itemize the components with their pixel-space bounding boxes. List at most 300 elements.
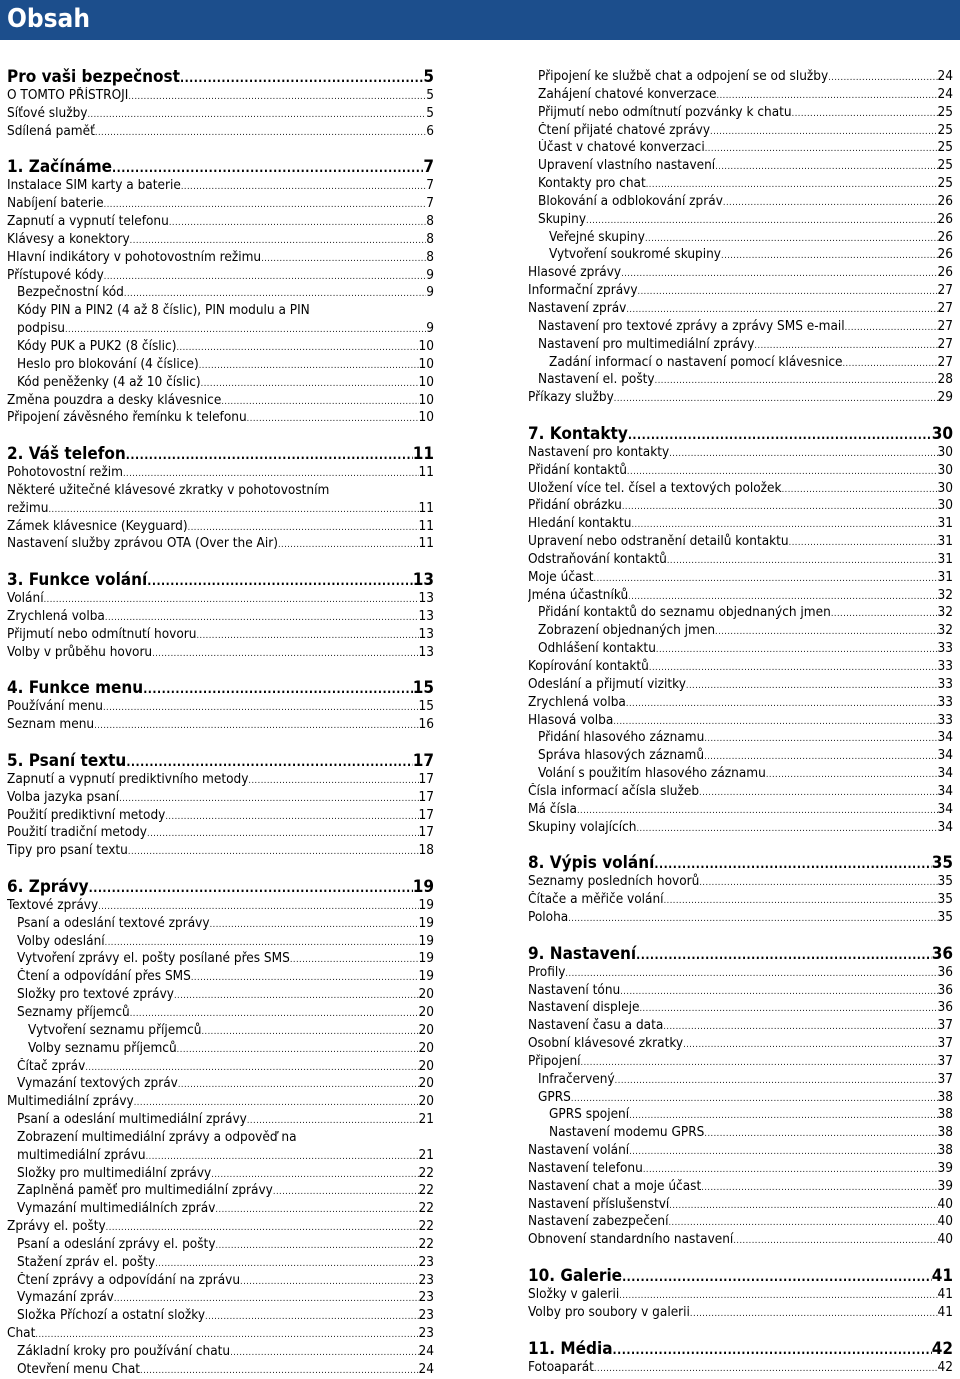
dot-leader bbox=[205, 1307, 419, 1325]
toc-entry-label: Volání s použitím hlasového záznamu bbox=[538, 765, 766, 782]
toc-entry[interactable] bbox=[528, 229, 953, 247]
toc-entry-label: Základní kroky pro používání chatu bbox=[17, 1343, 231, 1359]
toc-entry-label: Odstraňování kontaktů bbox=[528, 550, 667, 567]
toc-entry[interactable] bbox=[528, 747, 953, 765]
toc-entry[interactable] bbox=[528, 122, 953, 140]
dot-leader bbox=[715, 622, 938, 640]
toc-entry-label: Moje účast bbox=[528, 568, 594, 585]
dot-leader bbox=[789, 533, 938, 551]
toc-entry[interactable] bbox=[7, 933, 434, 951]
toc-entry-label: Informační zprávy bbox=[528, 282, 638, 299]
toc-entry[interactable] bbox=[528, 300, 953, 318]
section-spacer bbox=[7, 141, 434, 159]
toc-entry[interactable] bbox=[7, 789, 434, 807]
toc-entry[interactable] bbox=[7, 500, 434, 518]
toc-page-number: 34 bbox=[937, 765, 953, 782]
toc-entry[interactable] bbox=[7, 915, 434, 933]
toc-entry[interactable] bbox=[7, 320, 434, 338]
toc-page-number: 22 bbox=[418, 1164, 434, 1181]
toc-entry[interactable] bbox=[7, 1325, 434, 1343]
toc-page-number: 17 bbox=[418, 806, 434, 823]
toc-entry[interactable] bbox=[528, 658, 953, 676]
toc-entry[interactable] bbox=[7, 87, 434, 105]
dot-leader bbox=[215, 1200, 418, 1218]
toc-entry[interactable] bbox=[528, 139, 953, 157]
toc-entry[interactable] bbox=[7, 698, 434, 716]
toc-entry[interactable] bbox=[528, 964, 953, 982]
toc-entry-label: Pro vaši bezpečnost bbox=[7, 68, 180, 87]
toc-entry-label: Přidání obrázku bbox=[528, 497, 622, 514]
toc-entry[interactable] bbox=[528, 1124, 953, 1142]
toc-entry[interactable] bbox=[7, 1129, 434, 1147]
toc-entry[interactable] bbox=[7, 986, 434, 1004]
dot-leader bbox=[614, 389, 938, 407]
toc-entry[interactable] bbox=[7, 1182, 434, 1200]
toc-entry[interactable] bbox=[7, 409, 434, 427]
section-spacer bbox=[528, 1249, 953, 1267]
toc-entry[interactable] bbox=[7, 1111, 434, 1129]
dot-leader bbox=[766, 765, 938, 783]
dot-leader bbox=[654, 854, 931, 873]
toc-entry[interactable] bbox=[7, 374, 434, 392]
toc-entry[interactable] bbox=[7, 123, 434, 141]
toc-entry-label: Nastavení volání bbox=[528, 1142, 630, 1159]
dot-leader bbox=[247, 1111, 419, 1129]
toc-entry[interactable] bbox=[528, 497, 953, 515]
toc-entry-label: Upravení vlastního nastavení bbox=[538, 157, 716, 174]
toc-page-number: 38 bbox=[937, 1124, 953, 1141]
toc-entry[interactable] bbox=[528, 86, 953, 104]
toc-entry[interactable] bbox=[528, 1178, 953, 1196]
toc-entry-label: GPRS bbox=[538, 1088, 571, 1105]
dot-leader bbox=[65, 320, 426, 338]
section-spacer bbox=[7, 860, 434, 878]
toc-entry[interactable] bbox=[7, 842, 434, 860]
toc-entry-label: 1. Začínáme bbox=[7, 158, 113, 178]
toc-page-number: 32 bbox=[937, 586, 953, 603]
toc-entry-label: Bezpečnostní kód bbox=[17, 284, 124, 301]
toc-entry[interactable] bbox=[7, 1343, 434, 1361]
toc-entry[interactable] bbox=[7, 267, 434, 285]
dot-leader bbox=[98, 897, 418, 915]
toc-entry[interactable] bbox=[7, 1093, 434, 1111]
toc-entry[interactable] bbox=[528, 569, 953, 587]
toc-entry[interactable] bbox=[7, 1218, 434, 1236]
toc-entry[interactable] bbox=[7, 824, 434, 842]
section-spacer bbox=[7, 734, 434, 752]
toc-entry-label: Vytvoření seznamu příjemců bbox=[28, 1021, 202, 1038]
toc-entry[interactable] bbox=[7, 249, 434, 267]
dot-leader bbox=[176, 338, 418, 356]
dot-leader bbox=[216, 1236, 419, 1254]
dot-leader bbox=[638, 282, 938, 300]
dot-leader bbox=[112, 158, 423, 177]
toc-page-number: 20 bbox=[418, 1075, 434, 1092]
dot-leader bbox=[664, 891, 938, 909]
toc-entry[interactable] bbox=[528, 462, 953, 480]
dot-leader bbox=[723, 193, 938, 211]
toc-entry[interactable] bbox=[528, 1106, 953, 1124]
toc-entry-label: Použití prediktivní metody bbox=[7, 806, 166, 823]
toc-entry[interactable] bbox=[7, 392, 434, 410]
toc-chapter-entry[interactable] bbox=[7, 752, 434, 771]
toc-entry[interactable] bbox=[7, 626, 434, 644]
toc-page-number: 23 bbox=[418, 1325, 434, 1342]
toc-entry[interactable] bbox=[528, 318, 953, 336]
toc-page-number: 41 bbox=[937, 1286, 953, 1302]
toc-page-number: 36 bbox=[937, 981, 953, 998]
toc-entry[interactable] bbox=[528, 264, 953, 282]
dot-leader bbox=[124, 284, 426, 302]
dot-leader bbox=[690, 1304, 938, 1322]
toc-entry-label: Infračervený bbox=[538, 1070, 615, 1087]
dot-leader bbox=[645, 229, 938, 247]
toc-entry-label: Účast v chatové konverzaci bbox=[538, 139, 705, 156]
dot-leader bbox=[710, 122, 938, 140]
toc-entry-label: O TOMTO PŘÍSTROJI bbox=[7, 87, 129, 103]
toc-page-number: 11 bbox=[418, 535, 434, 552]
toc-page-number: 34 bbox=[937, 782, 953, 799]
toc-entry[interactable] bbox=[7, 1165, 434, 1183]
toc-entry[interactable] bbox=[528, 1213, 953, 1231]
toc-page-number: 26 bbox=[937, 264, 953, 281]
toc-entry[interactable] bbox=[7, 1236, 434, 1254]
toc-page-number: 27 bbox=[937, 317, 953, 334]
toc-entry-label: Odeslání a přijmutí vizitky bbox=[528, 675, 686, 692]
toc-page-number: 25 bbox=[937, 139, 953, 156]
toc-entry[interactable] bbox=[7, 1272, 434, 1290]
toc-chapter-entry[interactable] bbox=[7, 68, 434, 87]
toc-page-number: 31 bbox=[937, 550, 953, 567]
toc-entry[interactable] bbox=[528, 68, 953, 86]
toc-entry[interactable] bbox=[7, 1004, 434, 1022]
toc-entry-label: Heslo pro blokování (4 číslice) bbox=[17, 355, 199, 372]
toc-entry-label: Správa hlasových záznamů bbox=[538, 747, 705, 764]
toc-entry[interactable] bbox=[7, 356, 434, 374]
dot-leader bbox=[699, 783, 938, 801]
toc-entry[interactable] bbox=[7, 338, 434, 356]
toc-entry[interactable] bbox=[7, 284, 434, 302]
dot-leader bbox=[248, 771, 418, 789]
toc-page-number: 27 bbox=[937, 299, 953, 316]
toc-entry[interactable] bbox=[528, 765, 953, 783]
toc-page-number: 10 bbox=[418, 409, 434, 426]
toc-page-number: 35 bbox=[937, 891, 953, 908]
toc-entry[interactable] bbox=[528, 801, 953, 819]
dot-leader bbox=[704, 747, 937, 765]
toc-entry[interactable] bbox=[528, 371, 953, 389]
toc-entry[interactable] bbox=[7, 518, 434, 536]
section-spacer bbox=[528, 407, 953, 425]
toc-page-number: 40 bbox=[937, 1231, 953, 1248]
toc-entry[interactable] bbox=[7, 535, 434, 553]
dot-leader bbox=[104, 267, 426, 285]
dot-leader bbox=[669, 444, 937, 462]
toc-entry[interactable] bbox=[528, 1160, 953, 1178]
toc-entry-label: Síťové služby bbox=[7, 104, 88, 121]
toc-entry[interactable] bbox=[7, 950, 434, 968]
toc-entry[interactable] bbox=[7, 1147, 434, 1165]
toc-entry[interactable] bbox=[528, 1071, 953, 1089]
toc-entry[interactable] bbox=[528, 104, 953, 122]
toc-entry[interactable] bbox=[7, 807, 434, 825]
toc-entry[interactable] bbox=[7, 968, 434, 986]
toc-page-number: 34 bbox=[937, 747, 953, 764]
toc-page-number: 10 bbox=[418, 373, 434, 390]
toc-entry[interactable] bbox=[528, 157, 953, 175]
toc-entry-label: Některé užitečné klávesové zkratky v pohotovostním bbox=[7, 481, 330, 498]
toc-entry[interactable] bbox=[7, 213, 434, 231]
toc-entry-label: Blokování a odblokování zpráv bbox=[538, 192, 723, 209]
toc-entry-label: Zapnutí a vypnutí prediktivního metody bbox=[7, 770, 249, 787]
toc-entry[interactable] bbox=[7, 231, 434, 249]
toc-entry-label: Čítače a měřiče volání bbox=[528, 891, 664, 908]
toc-entry-label: Čtení a odpovídání přes SMS bbox=[17, 968, 191, 985]
dot-leader bbox=[95, 123, 426, 141]
toc-chapter-entry[interactable] bbox=[7, 445, 434, 464]
toc-entry[interactable] bbox=[7, 195, 434, 213]
toc-entry-label: Psaní a odeslání textové zprávy bbox=[17, 914, 210, 931]
toc-entry-label: 10. Galerie bbox=[528, 1267, 623, 1286]
toc-page-number: 38 bbox=[937, 1106, 953, 1123]
toc-chapter-entry[interactable] bbox=[528, 1340, 953, 1359]
dot-leader bbox=[667, 551, 938, 569]
dot-leader bbox=[191, 968, 419, 986]
toc-chapter-entry[interactable] bbox=[528, 425, 953, 444]
toc-entry[interactable] bbox=[528, 712, 953, 730]
dot-leader bbox=[568, 909, 937, 927]
toc-entry[interactable] bbox=[7, 1289, 434, 1307]
toc-entry[interactable] bbox=[528, 873, 953, 891]
toc-page-number: 20 bbox=[418, 1003, 434, 1020]
toc-page-number: 15 bbox=[412, 679, 434, 699]
toc-entry[interactable] bbox=[528, 246, 953, 264]
toc-page-number: 9 bbox=[426, 320, 434, 337]
toc-entry[interactable] bbox=[528, 444, 953, 462]
toc-page-number: 24 bbox=[937, 68, 953, 84]
toc-entry-label: Složky pro textové zprávy bbox=[17, 986, 174, 1003]
section-spacer bbox=[7, 553, 434, 571]
toc-page-number: 39 bbox=[937, 1177, 953, 1194]
toc-page-number: 36 bbox=[931, 944, 953, 964]
toc-entry[interactable] bbox=[528, 193, 953, 211]
toc-page-number: 30 bbox=[937, 479, 953, 496]
toc-page-number: 30 bbox=[937, 497, 953, 514]
toc-entry-label: Použití tradiční metody bbox=[7, 824, 147, 841]
toc-entry[interactable] bbox=[528, 587, 953, 605]
toc-entry[interactable] bbox=[528, 1196, 953, 1214]
dot-leader bbox=[733, 1231, 937, 1249]
toc-entry[interactable] bbox=[7, 644, 434, 662]
toc-entry-label: Veřejné skupiny bbox=[549, 228, 645, 245]
dot-leader bbox=[196, 626, 418, 644]
toc-entry[interactable] bbox=[7, 590, 434, 608]
toc-entry[interactable] bbox=[7, 177, 434, 195]
toc-page-number: 33 bbox=[937, 640, 953, 657]
dot-leader bbox=[581, 1053, 938, 1071]
toc-entry[interactable] bbox=[7, 464, 434, 482]
toc-entry[interactable] bbox=[7, 608, 434, 626]
toc-page-number: 31 bbox=[937, 515, 953, 532]
dot-leader bbox=[686, 676, 938, 694]
toc-page-number: 32 bbox=[937, 622, 953, 639]
toc-entry[interactable] bbox=[528, 175, 953, 193]
toc-entry[interactable] bbox=[7, 1075, 434, 1093]
toc-entry[interactable] bbox=[528, 604, 953, 622]
toc-entry[interactable] bbox=[528, 819, 953, 837]
dot-leader bbox=[180, 68, 423, 87]
toc-entry[interactable] bbox=[528, 729, 953, 747]
toc-entry-label: Instalace SIM karty a baterie bbox=[7, 177, 181, 194]
toc-entry-label: 11. Média bbox=[528, 1339, 613, 1359]
toc-chapter-entry[interactable] bbox=[7, 571, 434, 590]
toc-entry-label: Přístupové kódy bbox=[7, 266, 104, 283]
toc-entry-label: Složka Příchozí a ostatní složky bbox=[17, 1307, 206, 1324]
toc-entry[interactable] bbox=[528, 389, 953, 407]
toc-entry-label: Používání menu bbox=[7, 698, 103, 715]
toc-page-number: 38 bbox=[937, 1088, 953, 1105]
toc-entry-label: Uložení více tel. čísel a textových položek bbox=[528, 479, 782, 496]
dot-leader bbox=[754, 336, 937, 354]
toc-entry-label: Nastavení telefonu bbox=[528, 1159, 643, 1176]
toc-entry[interactable] bbox=[7, 897, 434, 915]
toc-page-number: 27 bbox=[937, 282, 953, 299]
toc-page-number: 24 bbox=[418, 1343, 434, 1359]
toc-chapter-entry[interactable] bbox=[7, 878, 434, 897]
toc-page-number: 5 bbox=[426, 87, 434, 103]
toc-entry[interactable] bbox=[528, 1035, 953, 1053]
toc-entry-label: Hlasová volba bbox=[528, 711, 614, 728]
toc-entry-label: Nabíjení baterie bbox=[7, 195, 104, 212]
toc-entry[interactable] bbox=[528, 891, 953, 909]
toc-page-number: 19 bbox=[418, 968, 434, 985]
toc-entry[interactable] bbox=[7, 1058, 434, 1076]
toc-entry[interactable] bbox=[528, 982, 953, 1000]
toc-entry-label: Klávesy a konektory bbox=[7, 230, 130, 247]
toc-entry[interactable] bbox=[528, 1053, 953, 1071]
toc-entry[interactable] bbox=[7, 482, 434, 500]
dot-leader bbox=[273, 1182, 419, 1200]
dot-leader bbox=[669, 1196, 937, 1214]
dot-leader bbox=[622, 1267, 932, 1286]
dot-leader bbox=[717, 86, 938, 104]
dot-leader bbox=[165, 807, 418, 825]
toc-entry[interactable] bbox=[528, 211, 953, 229]
toc-entry[interactable] bbox=[528, 783, 953, 801]
toc-entry-label: Nastavení zabezpečení bbox=[528, 1213, 669, 1230]
dot-leader bbox=[143, 679, 413, 698]
toc-page-number: 40 bbox=[937, 1195, 953, 1212]
toc-entry-label: Čtení přijaté chatové zprávy bbox=[538, 121, 711, 138]
dot-leader bbox=[146, 1147, 419, 1165]
toc-entry[interactable] bbox=[528, 282, 953, 300]
toc-page-number: 32 bbox=[937, 604, 953, 621]
toc-chapter-entry[interactable] bbox=[528, 945, 953, 964]
toc-entry[interactable] bbox=[528, 694, 953, 712]
toc-entry[interactable] bbox=[7, 1040, 434, 1058]
toc-entry[interactable] bbox=[528, 1359, 953, 1377]
toc-entry-label: Nastavení služby zprávou OTA (Over the Air) bbox=[7, 535, 278, 552]
toc-entry[interactable] bbox=[528, 1286, 953, 1304]
toc-entry-label: Otevření menu Chat bbox=[17, 1360, 141, 1377]
section-spacer bbox=[528, 836, 953, 854]
toc-entry[interactable] bbox=[7, 1022, 434, 1040]
toc-entry[interactable] bbox=[528, 533, 953, 551]
toc-entry[interactable] bbox=[528, 640, 953, 658]
toc-entry-label: Fotoaparát bbox=[528, 1358, 594, 1375]
toc-page-number: 40 bbox=[937, 1213, 953, 1230]
toc-entry[interactable] bbox=[7, 302, 434, 320]
section-spacer bbox=[528, 927, 953, 945]
toc-entry[interactable] bbox=[7, 1254, 434, 1272]
toc-entry[interactable] bbox=[528, 1231, 953, 1249]
toc-page-number: 19 bbox=[418, 914, 434, 931]
toc-entry-label: Nastavení pro multimediální zprávy bbox=[538, 335, 755, 352]
toc-page-number: 21 bbox=[418, 1146, 434, 1163]
toc-entry-label: Nastavení pro kontakty bbox=[528, 443, 670, 460]
toc-entry[interactable] bbox=[528, 622, 953, 640]
toc-chapter-entry[interactable] bbox=[528, 854, 953, 873]
toc-entry-label: Kód peněženky (4 až 10 číslic) bbox=[17, 373, 201, 390]
toc-page-number: 7 bbox=[423, 158, 434, 178]
toc-entry-label: režimu bbox=[7, 499, 49, 516]
dot-leader bbox=[627, 462, 938, 480]
toc-entry[interactable] bbox=[7, 716, 434, 734]
toc-entry[interactable] bbox=[528, 999, 953, 1017]
toc-entry[interactable] bbox=[7, 105, 434, 123]
toc-entry[interactable] bbox=[7, 771, 434, 789]
toc-entry[interactable] bbox=[528, 480, 953, 498]
toc-chapter-entry[interactable] bbox=[528, 1267, 953, 1286]
dot-leader bbox=[613, 1340, 932, 1359]
toc-entry-label: Volby pro soubory v galerii bbox=[528, 1303, 690, 1320]
toc-entry[interactable] bbox=[7, 1307, 434, 1325]
toc-page-number: 9 bbox=[426, 284, 434, 301]
toc-page-number: 19 bbox=[418, 896, 434, 913]
toc-entry[interactable] bbox=[528, 1304, 953, 1322]
toc-entry[interactable] bbox=[528, 909, 953, 927]
toc-entry-label: Nastavení displeje bbox=[528, 999, 640, 1016]
toc-entry[interactable] bbox=[528, 1089, 953, 1107]
toc-entry[interactable] bbox=[528, 551, 953, 569]
toc-entry[interactable] bbox=[528, 1017, 953, 1035]
toc-page-number: 9 bbox=[426, 266, 434, 283]
toc-entry[interactable] bbox=[528, 515, 953, 533]
dot-leader bbox=[201, 374, 419, 392]
toc-entry[interactable] bbox=[528, 676, 953, 694]
toc-entry-label: Volání bbox=[7, 590, 44, 607]
toc-chapter-entry[interactable] bbox=[7, 158, 434, 177]
toc-chapter-entry[interactable] bbox=[7, 679, 434, 698]
toc-entry[interactable] bbox=[528, 336, 953, 354]
toc-page-number: 17 bbox=[412, 751, 434, 771]
toc-entry-label: Chat bbox=[7, 1325, 36, 1342]
toc-entry[interactable] bbox=[528, 354, 953, 372]
dot-leader bbox=[178, 1075, 419, 1093]
toc-entry-label: Přijmutí nebo odmítnutí pozvánky k chatu bbox=[538, 103, 792, 120]
toc-page-number: 29 bbox=[937, 389, 953, 406]
toc-entry[interactable] bbox=[7, 1200, 434, 1218]
toc-entry-label: Volby odeslání bbox=[17, 932, 105, 949]
dot-leader bbox=[629, 1142, 937, 1160]
toc-entry-label: Volby seznamu příjemců bbox=[28, 1039, 177, 1056]
toc-page-number: 39 bbox=[937, 1159, 953, 1176]
toc-entry[interactable] bbox=[528, 1142, 953, 1160]
toc-page-number: 33 bbox=[937, 658, 953, 674]
toc-entry-label: Zadání informací o nastavení pomocí klávesnice bbox=[549, 353, 843, 370]
toc-entry-label: Seznamy posledních hovorů bbox=[528, 873, 700, 890]
toc-page-number: 25 bbox=[937, 175, 953, 192]
